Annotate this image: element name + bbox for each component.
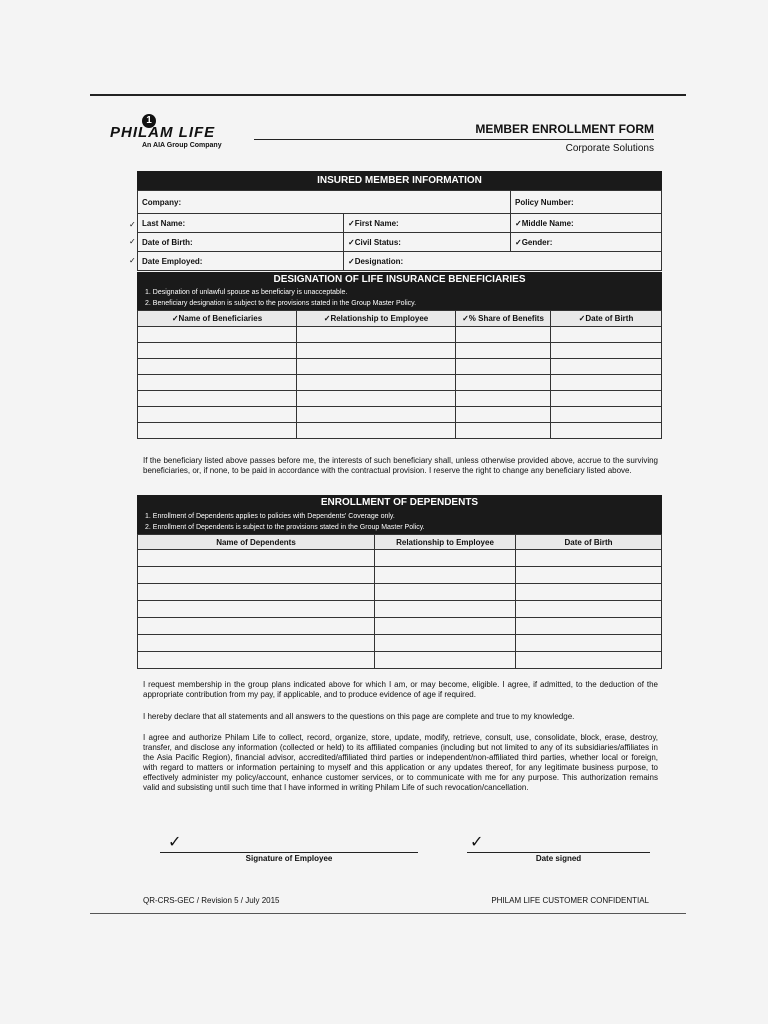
beneficiaries-header bbox=[137, 272, 662, 310]
dependent-note-1: 1. Enrollment of Dependents applies to policies with Dependents' Coverage only. bbox=[145, 513, 395, 520]
table-row bbox=[138, 601, 662, 618]
insured-heading: INSURED MEMBER INFORMATION bbox=[137, 171, 662, 190]
form-revision: QR-CRS-GEC / Revision 5 / July 2015 bbox=[143, 896, 280, 905]
col-relationship: ✓Relationship to Employee bbox=[297, 311, 456, 327]
middle-name-field[interactable]: ✓Middle Name: bbox=[511, 214, 662, 233]
membership-request-text: I request membership in the group plans indicated above for which I am, or may become, eligible. I agree, if admitted, to the deduction of the appropriate contribution from my pay, if applicable, and to produce evidence of age if required. bbox=[143, 680, 658, 699]
dependent-note-2: 2. Enrollment of Dependents is subject to the provisions stated in the Group Master Policy. bbox=[145, 524, 425, 531]
confidential-label: PHILAM LIFE CUSTOMER CONFIDENTIAL bbox=[491, 896, 649, 905]
insured-member-section bbox=[137, 171, 662, 271]
civil-status-field[interactable]: ✓Civil Status: bbox=[344, 233, 511, 252]
beneficiary-note-2: 2. Beneficiary designation is subject to the provisions stated in the Group Master Policy. bbox=[145, 300, 417, 307]
policy-number-field[interactable]: Policy Number: bbox=[511, 191, 662, 214]
table-row bbox=[138, 567, 662, 584]
beneficiary-note-1: 1. Designation of unlawful spouse as beneficiary is unacceptable. bbox=[145, 289, 348, 296]
company-field[interactable]: Company: bbox=[138, 191, 511, 214]
top-rule bbox=[90, 94, 686, 96]
col-dependent-name: Name of Dependents bbox=[138, 535, 375, 550]
date-check-icon: ✓ bbox=[470, 834, 484, 851]
bottom-rule bbox=[90, 913, 686, 914]
dependents-table bbox=[137, 534, 662, 669]
date-signed-line[interactable] bbox=[467, 852, 650, 853]
declaration-text: I hereby declare that all statements and all answers to the questions on this page are complete and true to my knowledge. bbox=[143, 712, 575, 721]
beneficiaries-table bbox=[137, 310, 662, 439]
authorization-text: I agree and authorize Philam Life to collect, record, organize, store, update, modify, retrieve, consult, use, consolidate, block, erase, destroy, transfer, and disclose any information (collected or held) to its affiliated companies (including but not limited to any of its subsidiaries/affiliates in the Asia Pacific Region), financial advisor, accredited/affiliated third parties or independent/non-affiliated third parties, whether local or foreign, with regard to matters or information pertaining to myself and this application or any updates thereof, for any legitimate business purpose, to effectively administer my policy/account, enhance customer services, or to communicate with me for any purpose. This authorization remains valid and subsisting until such time that I have informed in writing Philam Life of such revocation/cancellation. bbox=[143, 733, 658, 792]
col-share: ✓% Share of Benefits bbox=[456, 311, 551, 327]
table-row bbox=[138, 635, 662, 652]
form-title: MEMBER ENROLLMENT FORM bbox=[475, 122, 654, 136]
table-row bbox=[138, 550, 662, 567]
table-row bbox=[138, 652, 662, 669]
logo-text: PHILAM LIFE bbox=[110, 124, 216, 141]
beneficiary-statement: If the beneficiary listed above passes before me, the interests of such beneficiary shall, unless otherwise provided above, accrue to the surviving beneficiaries, or, if none, to be paid in accordance with the contractual provision. I reserve the right to change any beneficiary listed above. bbox=[143, 456, 658, 475]
table-row bbox=[138, 584, 662, 601]
dependents-heading: ENROLLMENT OF DEPENDENTS bbox=[320, 497, 479, 508]
header-rule bbox=[254, 139, 654, 140]
check-mark-dob: ✓ bbox=[129, 237, 136, 246]
dependents-section bbox=[137, 495, 662, 669]
first-name-field[interactable]: ✓First Name: bbox=[344, 214, 511, 233]
table-row bbox=[138, 375, 662, 391]
dependents-header bbox=[137, 495, 662, 534]
col-dependent-relationship: Relationship to Employee bbox=[375, 535, 516, 550]
signature-check-icon: ✓ bbox=[168, 834, 182, 851]
gender-field[interactable]: ✓Gender: bbox=[511, 233, 662, 252]
table-row bbox=[138, 618, 662, 635]
philam-life-logo bbox=[110, 114, 250, 154]
date-signed-label: Date signed bbox=[535, 854, 582, 863]
col-beneficiary-name: ✓Name of Beneficiaries bbox=[138, 311, 297, 327]
aia-logo-icon: 1 bbox=[142, 114, 156, 128]
table-row bbox=[138, 359, 662, 375]
form-subtitle: Corporate Solutions bbox=[565, 143, 654, 154]
table-row bbox=[138, 327, 662, 343]
table-row bbox=[138, 391, 662, 407]
beneficiaries-section bbox=[137, 272, 662, 439]
employee-signature-label: Signature of Employee bbox=[245, 854, 333, 863]
logo-tagline: An AIA Group Company bbox=[142, 142, 222, 149]
beneficiaries-heading: DESIGNATION OF LIFE INSURANCE BENEFICIARIES bbox=[273, 274, 526, 285]
col-date-of-birth: ✓Date of Birth bbox=[551, 311, 662, 327]
table-row bbox=[138, 423, 662, 439]
insured-table bbox=[137, 190, 662, 271]
last-name-field[interactable]: Last Name: bbox=[138, 214, 344, 233]
designation-field[interactable]: ✓Designation: bbox=[344, 252, 662, 271]
date-of-birth-field[interactable]: Date of Birth: bbox=[138, 233, 344, 252]
date-employed-field[interactable]: Date Employed: bbox=[138, 252, 344, 271]
col-dependent-dob: Date of Birth bbox=[516, 535, 662, 550]
table-row bbox=[138, 343, 662, 359]
check-mark-date-employed: ✓ bbox=[129, 256, 136, 265]
employee-signature-line[interactable] bbox=[160, 852, 418, 853]
table-row bbox=[138, 407, 662, 423]
check-mark-last-name: ✓ bbox=[129, 220, 136, 229]
